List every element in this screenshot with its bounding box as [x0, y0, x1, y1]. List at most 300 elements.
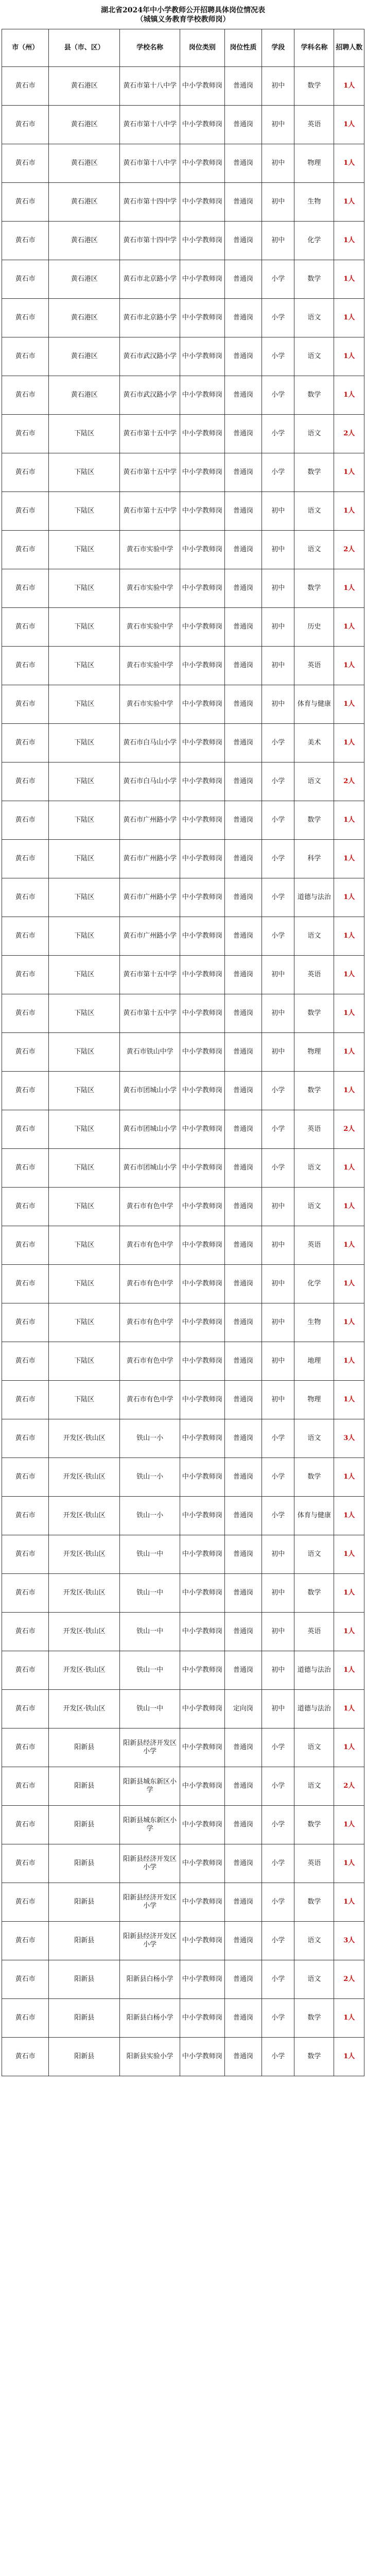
- cell-type: 普通岗: [224, 1999, 262, 2038]
- cell-type: 普通岗: [224, 1381, 262, 1419]
- cell-county: 下陆区: [49, 1072, 120, 1110]
- table-row: [2, 1265, 364, 1303]
- cell-stage: 初中: [262, 222, 294, 260]
- cell-city: 黄石市: [2, 956, 49, 994]
- cell-category: 中小学教师岗: [180, 917, 225, 956]
- cell-school: 黄石市第十八中学: [120, 106, 180, 144]
- cell-school: 黄石市白马山小学: [120, 724, 180, 762]
- cell-type: 普通岗: [224, 685, 262, 724]
- cell-type: 普通岗: [224, 1651, 262, 1690]
- header-school: 学校名称: [120, 29, 180, 67]
- cell-school: 黄石市北京路小学: [120, 299, 180, 337]
- cell-category: 中小学教师岗: [180, 994, 225, 1033]
- cell-county: 下陆区: [49, 608, 120, 647]
- cell-type: 普通岗: [224, 840, 262, 878]
- cell-subject: 英语: [294, 647, 334, 685]
- cell-subject: 道德与法治: [294, 1690, 334, 1728]
- cell-school: 铁山一中: [120, 1690, 180, 1728]
- cell-county: 黄石港区: [49, 183, 120, 222]
- cell-type: 定向岗: [224, 1690, 262, 1728]
- cell-city: 黄石市: [2, 762, 49, 801]
- cell-type: 普通岗: [224, 1613, 262, 1651]
- cell-type: 普通岗: [224, 1226, 262, 1265]
- cell-stage: 小学: [262, 415, 294, 453]
- cell-stage: 小学: [262, 1960, 294, 1999]
- cell-count: 3人: [334, 1922, 364, 1960]
- cell-stage: 初中: [262, 647, 294, 685]
- table-row: [2, 647, 364, 685]
- cell-city: 黄石市: [2, 840, 49, 878]
- cell-county: 阳新县: [49, 1728, 120, 1767]
- cell-city: 黄石市: [2, 222, 49, 260]
- cell-subject: 语文: [294, 1535, 334, 1574]
- cell-category: 中小学教师岗: [180, 1072, 225, 1110]
- cell-county: 开发区·铁山区: [49, 1651, 120, 1690]
- table-row: [2, 685, 364, 724]
- cell-type: 普通岗: [224, 1342, 262, 1381]
- cell-subject: 美术: [294, 724, 334, 762]
- cell-category: 中小学教师岗: [180, 492, 225, 531]
- cell-school: 黄石市武汉路小学: [120, 376, 180, 415]
- cell-city: 黄石市: [2, 1033, 49, 1072]
- header-count: 招聘人数: [334, 29, 364, 67]
- cell-count: 2人: [334, 1767, 364, 1806]
- cell-subject: 数学: [294, 1574, 334, 1613]
- cell-school: 阳新县经济开发区小学: [120, 1844, 180, 1883]
- cell-city: 黄石市: [2, 1651, 49, 1690]
- table-row: [2, 1458, 364, 1497]
- cell-stage: 小学: [262, 299, 294, 337]
- cell-count: 1人: [334, 67, 364, 106]
- cell-county: 开发区·铁山区: [49, 1535, 120, 1574]
- cell-stage: 小学: [262, 1999, 294, 2038]
- cell-county: 下陆区: [49, 1226, 120, 1265]
- cell-category: 中小学教师岗: [180, 144, 225, 183]
- cell-county: 阳新县: [49, 1767, 120, 1806]
- cell-type: 普通岗: [224, 453, 262, 492]
- cell-count: 1人: [334, 1574, 364, 1613]
- cell-county: 下陆区: [49, 453, 120, 492]
- cell-count: 1人: [334, 1265, 364, 1303]
- cell-city: 黄石市: [2, 67, 49, 106]
- cell-stage: 小学: [262, 762, 294, 801]
- table-row: [2, 1728, 364, 1767]
- cell-category: 中小学教师岗: [180, 1226, 225, 1265]
- cell-type: 普通岗: [224, 260, 262, 299]
- cell-stage: 初中: [262, 1574, 294, 1613]
- cell-subject: 数学: [294, 260, 334, 299]
- cell-county: 下陆区: [49, 1342, 120, 1381]
- cell-stage: 初中: [262, 1651, 294, 1690]
- header-county: 县（市、区）: [49, 29, 120, 67]
- cell-count: 2人: [334, 415, 364, 453]
- cell-category: 中小学教师岗: [180, 1922, 225, 1960]
- cell-category: 中小学教师岗: [180, 1960, 225, 1999]
- cell-subject: 数学: [294, 994, 334, 1033]
- cell-city: 黄石市: [2, 1574, 49, 1613]
- table-row: [2, 801, 364, 840]
- table-row: [2, 376, 364, 415]
- cell-category: 中小学教师岗: [180, 1110, 225, 1149]
- table-row: [2, 222, 364, 260]
- cell-category: 中小学教师岗: [180, 2038, 225, 2076]
- cell-category: 中小学教师岗: [180, 685, 225, 724]
- cell-county: 阳新县: [49, 1806, 120, 1844]
- cell-count: 1人: [334, 1535, 364, 1574]
- cell-stage: 初中: [262, 1381, 294, 1419]
- cell-city: 黄石市: [2, 531, 49, 569]
- table-row: [2, 1033, 364, 1072]
- cell-city: 黄石市: [2, 1767, 49, 1806]
- cell-city: 黄石市: [2, 1999, 49, 2038]
- table-row: [2, 917, 364, 956]
- cell-school: 铁山一中: [120, 1535, 180, 1574]
- cell-school: 黄石市北京路小学: [120, 260, 180, 299]
- cell-category: 中小学教师岗: [180, 1728, 225, 1767]
- cell-count: 1人: [334, 106, 364, 144]
- cell-subject: 数学: [294, 67, 334, 106]
- table-row: [2, 1613, 364, 1651]
- cell-stage: 初中: [262, 994, 294, 1033]
- cell-county: 阳新县: [49, 1999, 120, 2038]
- cell-stage: 小学: [262, 724, 294, 762]
- table-header-row: [2, 29, 364, 67]
- cell-stage: 初中: [262, 1613, 294, 1651]
- cell-category: 中小学教师岗: [180, 1999, 225, 2038]
- cell-county: 黄石港区: [49, 106, 120, 144]
- cell-subject: 英语: [294, 1110, 334, 1149]
- cell-stage: 初中: [262, 1033, 294, 1072]
- cell-city: 黄石市: [2, 1342, 49, 1381]
- cell-school: 黄石市广州路小学: [120, 878, 180, 917]
- cell-stage: 小学: [262, 1419, 294, 1458]
- cell-city: 黄石市: [2, 1226, 49, 1265]
- cell-city: 黄石市: [2, 1690, 49, 1728]
- cell-type: 普通岗: [224, 1188, 262, 1226]
- cell-count: 2人: [334, 1960, 364, 1999]
- cell-subject: 数学: [294, 1999, 334, 2038]
- cell-type: 普通岗: [224, 1419, 262, 1458]
- table-row: [2, 1806, 364, 1844]
- cell-category: 中小学教师岗: [180, 569, 225, 608]
- cell-category: 中小学教师岗: [180, 801, 225, 840]
- cell-stage: 小学: [262, 878, 294, 917]
- cell-subject: 数学: [294, 2038, 334, 2076]
- cell-stage: 小学: [262, 337, 294, 376]
- cell-subject: 英语: [294, 956, 334, 994]
- cell-count: 1人: [334, 1342, 364, 1381]
- cell-school: 阳新县经济开发区小学: [120, 1922, 180, 1960]
- cell-county: 下陆区: [49, 878, 120, 917]
- cell-stage: 初中: [262, 67, 294, 106]
- cell-count: 1人: [334, 453, 364, 492]
- cell-count: 3人: [334, 1419, 364, 1458]
- cell-school: 黄石市广州路小学: [120, 917, 180, 956]
- cell-subject: 道德与法治: [294, 1651, 334, 1690]
- table-row: [2, 840, 364, 878]
- table-row: [2, 878, 364, 917]
- cell-subject: 数学: [294, 376, 334, 415]
- table-row: [2, 1342, 364, 1381]
- table-row: [2, 1419, 364, 1458]
- cell-subject: 语文: [294, 337, 334, 376]
- cell-county: 开发区·铁山区: [49, 1690, 120, 1728]
- cell-count: 1人: [334, 608, 364, 647]
- positions-table: [2, 29, 364, 2076]
- cell-category: 中小学教师岗: [180, 453, 225, 492]
- cell-stage: 小学: [262, 1844, 294, 1883]
- cell-stage: 小学: [262, 1497, 294, 1535]
- cell-type: 普通岗: [224, 106, 262, 144]
- cell-type: 普通岗: [224, 492, 262, 531]
- cell-county: 黄石港区: [49, 67, 120, 106]
- cell-stage: 初中: [262, 1690, 294, 1728]
- cell-school: 黄石市有色中学: [120, 1226, 180, 1265]
- cell-school: 黄石市第十八中学: [120, 144, 180, 183]
- cell-subject: 生物: [294, 183, 334, 222]
- cell-subject: 生物: [294, 1303, 334, 1342]
- cell-subject: 英语: [294, 106, 334, 144]
- cell-subject: 语文: [294, 762, 334, 801]
- table-row: [2, 1574, 364, 1613]
- table-row: [2, 492, 364, 531]
- cell-count: 1人: [334, 1033, 364, 1072]
- cell-category: 中小学教师岗: [180, 1806, 225, 1844]
- table-row: [2, 956, 364, 994]
- cell-city: 黄石市: [2, 724, 49, 762]
- cell-category: 中小学教师岗: [180, 183, 225, 222]
- cell-city: 黄石市: [2, 1265, 49, 1303]
- cell-school: 铁山一中: [120, 1651, 180, 1690]
- cell-stage: 小学: [262, 1883, 294, 1922]
- cell-school: 黄石市有色中学: [120, 1265, 180, 1303]
- cell-category: 中小学教师岗: [180, 376, 225, 415]
- cell-type: 普通岗: [224, 1574, 262, 1613]
- cell-count: 1人: [334, 840, 364, 878]
- cell-stage: 初中: [262, 183, 294, 222]
- cell-school: 铁山一小: [120, 1419, 180, 1458]
- cell-type: 普通岗: [224, 1110, 262, 1149]
- cell-city: 黄石市: [2, 647, 49, 685]
- cell-category: 中小学教师岗: [180, 1844, 225, 1883]
- table-row: [2, 1999, 364, 2038]
- cell-school: 黄石市第十五中学: [120, 492, 180, 531]
- cell-city: 黄石市: [2, 1149, 49, 1188]
- cell-category: 中小学教师岗: [180, 1613, 225, 1651]
- table-row: [2, 531, 364, 569]
- cell-school: 铁山一中: [120, 1613, 180, 1651]
- table-row: [2, 1767, 364, 1806]
- cell-school: 黄石市第十五中学: [120, 994, 180, 1033]
- cell-count: 1人: [334, 1690, 364, 1728]
- cell-stage: 小学: [262, 376, 294, 415]
- cell-county: 阳新县: [49, 1960, 120, 1999]
- cell-school: 黄石市实验中学: [120, 569, 180, 608]
- table-row: [2, 144, 364, 183]
- cell-category: 中小学教师岗: [180, 762, 225, 801]
- cell-school: 铁山一小: [120, 1497, 180, 1535]
- table-row: [2, 299, 364, 337]
- cell-category: 中小学教师岗: [180, 1651, 225, 1690]
- cell-city: 黄石市: [2, 569, 49, 608]
- cell-city: 黄石市: [2, 183, 49, 222]
- header-category: 岗位类别: [180, 29, 225, 67]
- cell-category: 中小学教师岗: [180, 531, 225, 569]
- cell-type: 普通岗: [224, 337, 262, 376]
- table-row: [2, 1497, 364, 1535]
- cell-type: 普通岗: [224, 1922, 262, 1960]
- cell-city: 黄石市: [2, 1303, 49, 1342]
- cell-county: 黄石港区: [49, 260, 120, 299]
- cell-subject: 数学: [294, 1458, 334, 1497]
- cell-city: 黄石市: [2, 1922, 49, 1960]
- cell-city: 黄石市: [2, 144, 49, 183]
- cell-subject: 语文: [294, 1419, 334, 1458]
- cell-city: 黄石市: [2, 415, 49, 453]
- cell-count: 1人: [334, 299, 364, 337]
- cell-category: 中小学教师岗: [180, 647, 225, 685]
- cell-county: 下陆区: [49, 1149, 120, 1188]
- cell-subject: 语文: [294, 415, 334, 453]
- cell-school: 黄石市铁山中学: [120, 1033, 180, 1072]
- cell-type: 普通岗: [224, 1728, 262, 1767]
- table-row: [2, 1110, 364, 1149]
- cell-count: 1人: [334, 1883, 364, 1922]
- cell-school: 阳新县白杨小学: [120, 1999, 180, 2038]
- cell-subject: 语文: [294, 1149, 334, 1188]
- cell-subject: 物理: [294, 144, 334, 183]
- cell-school: 阳新县实验小学: [120, 2038, 180, 2076]
- cell-city: 黄石市: [2, 1497, 49, 1535]
- cell-count: 1人: [334, 917, 364, 956]
- header-subject: 学科名称: [294, 29, 334, 67]
- cell-county: 下陆区: [49, 1303, 120, 1342]
- table-row: [2, 337, 364, 376]
- table-row: [2, 2038, 364, 2076]
- cell-stage: 小学: [262, 917, 294, 956]
- cell-count: 1人: [334, 1651, 364, 1690]
- cell-city: 黄石市: [2, 106, 49, 144]
- cell-school: 阳新县经济开发区小学: [120, 1883, 180, 1922]
- cell-city: 黄石市: [2, 608, 49, 647]
- cell-type: 普通岗: [224, 1535, 262, 1574]
- cell-city: 黄石市: [2, 1072, 49, 1110]
- table-row: [2, 1883, 364, 1922]
- cell-school: 黄石市第十四中学: [120, 183, 180, 222]
- cell-category: 中小学教师岗: [180, 260, 225, 299]
- table-row: [2, 1381, 364, 1419]
- cell-subject: 科学: [294, 840, 334, 878]
- cell-stage: 小学: [262, 801, 294, 840]
- cell-school: 黄石市有色中学: [120, 1188, 180, 1226]
- cell-county: 阳新县: [49, 1844, 120, 1883]
- cell-city: 黄石市: [2, 878, 49, 917]
- table-row: [2, 1226, 364, 1265]
- table-row: [2, 1922, 364, 1960]
- cell-city: 黄石市: [2, 1844, 49, 1883]
- cell-type: 普通岗: [224, 531, 262, 569]
- cell-school: 黄石市有色中学: [120, 1342, 180, 1381]
- table-row: [2, 183, 364, 222]
- cell-type: 普通岗: [224, 1149, 262, 1188]
- title-line-1: 湖北省2024年中小学教师公开招聘具体岗位情况表: [101, 6, 265, 14]
- cell-subject: 体育与健康: [294, 685, 334, 724]
- table-row: [2, 1960, 364, 1999]
- cell-stage: 小学: [262, 1110, 294, 1149]
- cell-city: 黄石市: [2, 1381, 49, 1419]
- cell-city: 黄石市: [2, 685, 49, 724]
- cell-school: 黄石市第十四中学: [120, 222, 180, 260]
- cell-category: 中小学教师岗: [180, 299, 225, 337]
- cell-city: 黄石市: [2, 917, 49, 956]
- cell-category: 中小学教师岗: [180, 1767, 225, 1806]
- cell-county: 黄石港区: [49, 222, 120, 260]
- cell-count: 1人: [334, 801, 364, 840]
- cell-count: 1人: [334, 492, 364, 531]
- cell-type: 普通岗: [224, 647, 262, 685]
- cell-category: 中小学教师岗: [180, 1265, 225, 1303]
- cell-type: 普通岗: [224, 415, 262, 453]
- cell-county: 开发区·铁山区: [49, 1497, 120, 1535]
- cell-subject: 英语: [294, 1226, 334, 1265]
- cell-subject: 物理: [294, 1033, 334, 1072]
- cell-count: 2人: [334, 531, 364, 569]
- cell-county: 黄石港区: [49, 337, 120, 376]
- cell-type: 普通岗: [224, 1960, 262, 1999]
- cell-school: 黄石市武汉路小学: [120, 337, 180, 376]
- cell-city: 黄石市: [2, 1535, 49, 1574]
- cell-category: 中小学教师岗: [180, 1033, 225, 1072]
- cell-category: 中小学教师岗: [180, 1149, 225, 1188]
- cell-subject: 语文: [294, 1728, 334, 1767]
- cell-city: 黄石市: [2, 2038, 49, 2076]
- cell-county: 下陆区: [49, 840, 120, 878]
- cell-city: 黄石市: [2, 260, 49, 299]
- cell-type: 普通岗: [224, 2038, 262, 2076]
- cell-category: 中小学教师岗: [180, 106, 225, 144]
- header-type: 岗位性质: [224, 29, 262, 67]
- cell-county: 下陆区: [49, 1110, 120, 1149]
- cell-county: 阳新县: [49, 1922, 120, 1960]
- cell-school: 阳新县经济开发区小学: [120, 1728, 180, 1767]
- cell-count: 1人: [334, 1497, 364, 1535]
- cell-category: 中小学教师岗: [180, 337, 225, 376]
- cell-count: 1人: [334, 724, 364, 762]
- cell-category: 中小学教师岗: [180, 724, 225, 762]
- cell-school: 黄石市白马山小学: [120, 762, 180, 801]
- cell-city: 黄石市: [2, 1110, 49, 1149]
- cell-count: 1人: [334, 1844, 364, 1883]
- cell-subject: 语文: [294, 1767, 334, 1806]
- cell-city: 黄石市: [2, 453, 49, 492]
- cell-type: 普通岗: [224, 762, 262, 801]
- cell-stage: 初中: [262, 1342, 294, 1381]
- table-body: [2, 67, 364, 2076]
- cell-city: 黄石市: [2, 1458, 49, 1497]
- cell-type: 普通岗: [224, 1072, 262, 1110]
- cell-count: 1人: [334, 956, 364, 994]
- cell-type: 普通岗: [224, 222, 262, 260]
- cell-stage: 初中: [262, 1226, 294, 1265]
- cell-city: 黄石市: [2, 1419, 49, 1458]
- table-row: [2, 106, 364, 144]
- table-row: [2, 260, 364, 299]
- cell-count: 2人: [334, 1110, 364, 1149]
- table-row: [2, 994, 364, 1033]
- cell-school: 铁山一中: [120, 1574, 180, 1613]
- cell-county: 下陆区: [49, 569, 120, 608]
- cell-city: 黄石市: [2, 337, 49, 376]
